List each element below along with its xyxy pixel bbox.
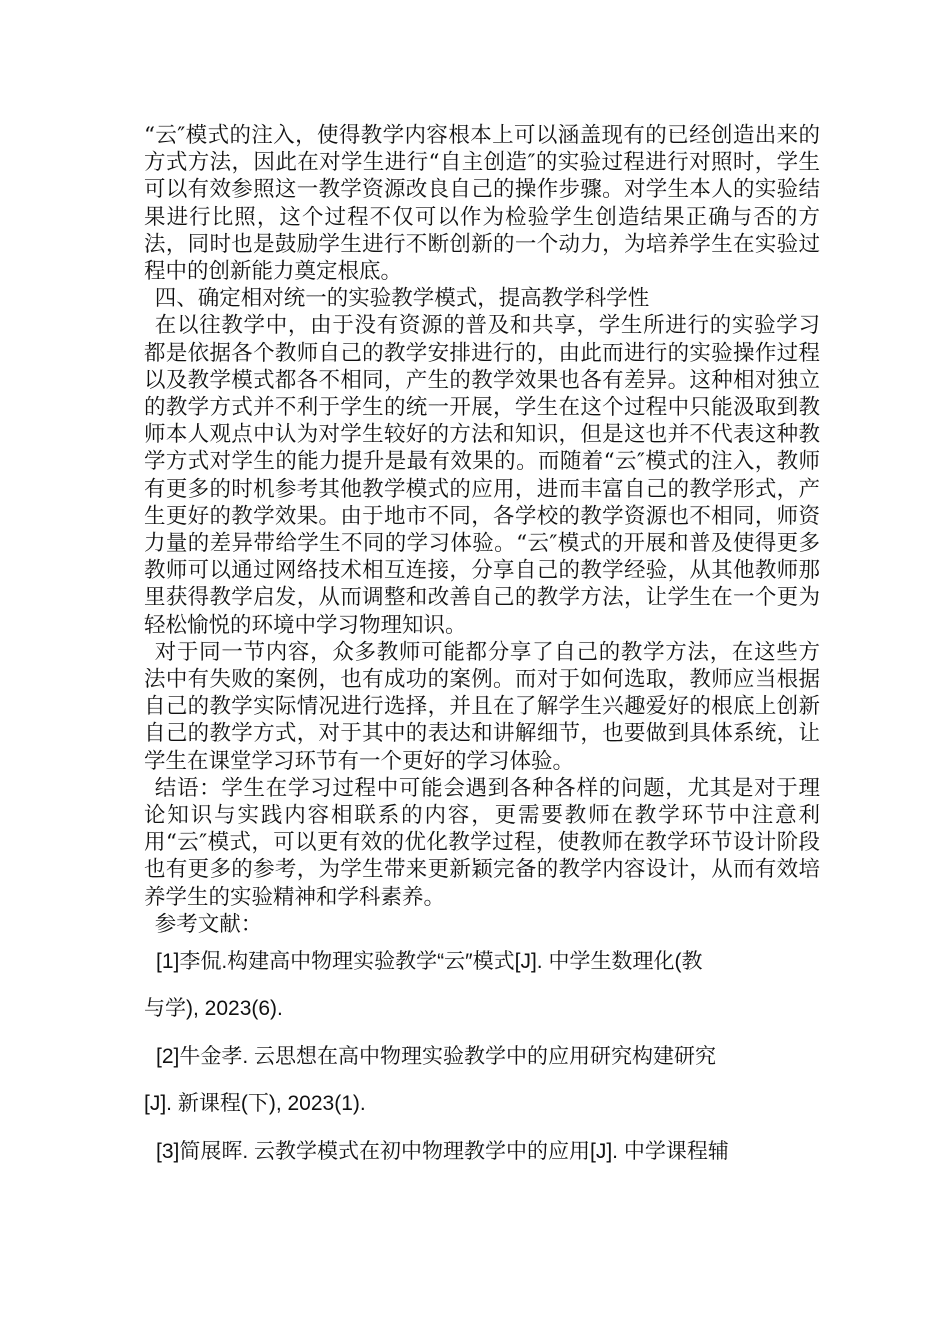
reference-line: [3]简展晖. 云教学模式在初中物理教学中的应用[J]. 中学课程辅: [156, 1140, 729, 1164]
paragraph-conclusion: 结语：学生在学习过程中可能会遇到各种各样的问题，尤其是对于理论知识与实践内容相联系的内容，更需要教师在教学环节中注意利用“云″模式，可以更有效的优化教学过程，使教师在教学环节设计阶段也有更多的参考，为学生带来更新颖完备的教学内容设计，从而有效培养学生的实验精神和学科素养。: [144, 775, 820, 910]
reference-line: 与学), 2023(6).: [144, 997, 283, 1021]
references-label: 参考文献：: [154, 911, 263, 937]
reference-item: [144, 1138, 820, 1166]
section-heading-4: 四、确定相对统一的实验教学模式，提高教学科学性: [154, 286, 650, 312]
paragraph-section4-body: 在以往教学中，由于没有资源的普及和共享，学生所进行的实验学习都是依据各个教师自己的教学安排进行的，由此而进行的实验操作过程以及教学模式都各不相同，产生的教学效果也各有差异。这种相对独立的教学方式并不利于学生的统一开展，学生在这个过程中只能汲取到教师本人观点中认为对学生较好的方法和知识，但是这也并不代表这种教学方式对学生的能力提升是最有效果的。而随着“云″模式的注入，教师有更多的时机参考其他教学模式的应用，进而丰富自己的教学形式，产生更好的教学效果。由于地市不同，各学校的教学资源也不相同，师资力量的差异带给学生不同的学习体验。“云″模式的开展和普及使得更多教师可以通过网络技术相互连接，分享自己的教学经验，从其他教师那里获得教学启发，从而调整和改善自己的教学方法，让学生在一个更为轻松愉悦的环境中学习物理知识。: [144, 313, 820, 638]
reference-line: [2]牛金孝. 云思想在高中物理实验教学中的应用研究构建研究: [156, 1045, 717, 1069]
reference-item: [144, 948, 820, 1023]
reference-line: [J]. 新课程(下), 2023(1).: [144, 1092, 366, 1116]
reference-line: [1]李侃.构建高中物理实验教学“云″模式[J]. 中学生数理化(教: [156, 950, 703, 974]
reference-item: [144, 1043, 820, 1118]
reference-list: [144, 948, 820, 1166]
paragraph-intro: “云″模式的注入，使得教学内容根本上可以涵盖现有的已经创造出来的方式方法，因此在对学生进行“自主创造″的实验过程进行对照时，学生可以有效参照这一教学资源改良自己的操作步骤。对学生本人的实验结果进行比照，这个过程不仅可以作为检验学生创造结果正确与否的方法，同时也是鼓励学生进行不断创新的一个动力，为培养学生在实验过程中的创新能力奠定根底。: [144, 123, 820, 285]
document-page: [144, 122, 820, 1186]
paragraph-selection: 对于同一节内容，众多教师可能都分享了自己的教学方法，在这些方法中有失败的案例，也有成功的案例。而对于如何选取，教师应当根据自己的教学实际情况进行选择，并且在了解学生兴趣爱好的根底上创新自己的教学方式，对于其中的表达和讲解细节，也要做到具体系统，让学生在课堂学习环节有一个更好的学习体验。: [144, 639, 820, 774]
